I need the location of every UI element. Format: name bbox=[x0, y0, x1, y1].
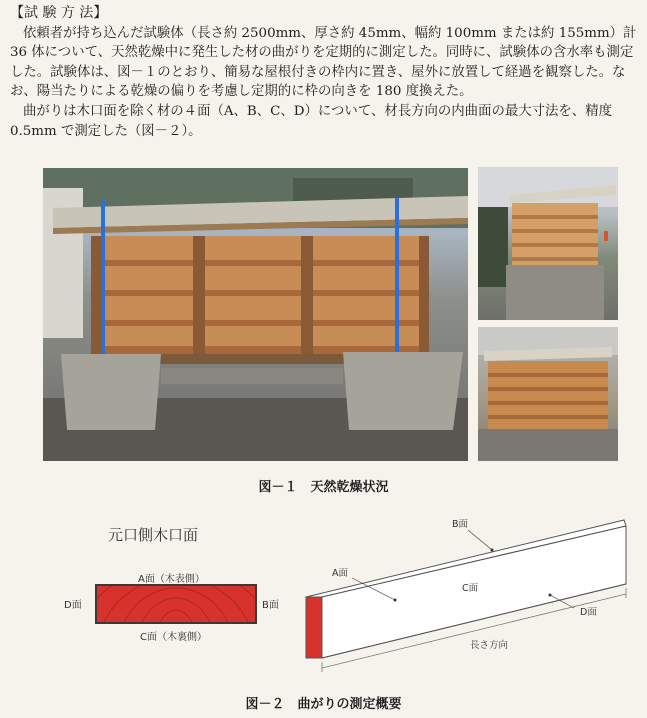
method-text bbox=[10, 4, 640, 141]
drying-rack-photo-top bbox=[478, 327, 618, 461]
drying-rack-photo-side bbox=[478, 167, 618, 320]
label-c-bottom: C面（木裏側） bbox=[140, 632, 207, 643]
board-label-d: D面 bbox=[580, 607, 597, 618]
paragraph-2: 曲がりは木口面を除く材の４面（A、B、C、D）について、材長方向の内曲面の最大寸法を、精度 0.5mm で測定した（図－２）。 bbox=[10, 103, 612, 139]
board-end-face bbox=[306, 597, 322, 658]
figure-2-caption: 図－２ 曲がりの測定概要 bbox=[245, 697, 402, 712]
board-label-b: B面 bbox=[452, 519, 469, 530]
section-heading: 【試 験 方 法】 bbox=[10, 5, 108, 21]
section-title: 元口側木口面 bbox=[108, 526, 199, 544]
board-label-c: C面 bbox=[462, 583, 479, 594]
label-a-top: A面（木表側） bbox=[138, 574, 205, 585]
end-grain-section bbox=[96, 585, 256, 623]
label-d-left: D面 bbox=[64, 600, 82, 611]
label-b-right: B面 bbox=[262, 600, 279, 611]
board-label-length: 長さ方向 bbox=[470, 640, 509, 651]
drying-rack-photo-main bbox=[43, 168, 468, 461]
paragraph-1: 依頼者が持ち込んだ試験体（長さ約 2500mm、厚さ約 45mm、幅約 100mm または約 155mm）計 36 体について、天然乾燥中に発生した材の曲がりを定期的に測定した。同時に、試験体の含水率も測定した。試験体は、図－１のとおり、簡易な屋根付きの枠内に置き、屋外に放置して経過を観察した。なお、陽当たりによる乾燥の偏りを考慮し定期的に枠の向きを 180 度換えた。 bbox=[10, 25, 637, 100]
bending-measurement-diagram bbox=[0, 500, 647, 685]
board-label-a: A面 bbox=[332, 568, 348, 579]
figure-1-caption: 図－１ 天然乾燥状況 bbox=[258, 480, 389, 495]
